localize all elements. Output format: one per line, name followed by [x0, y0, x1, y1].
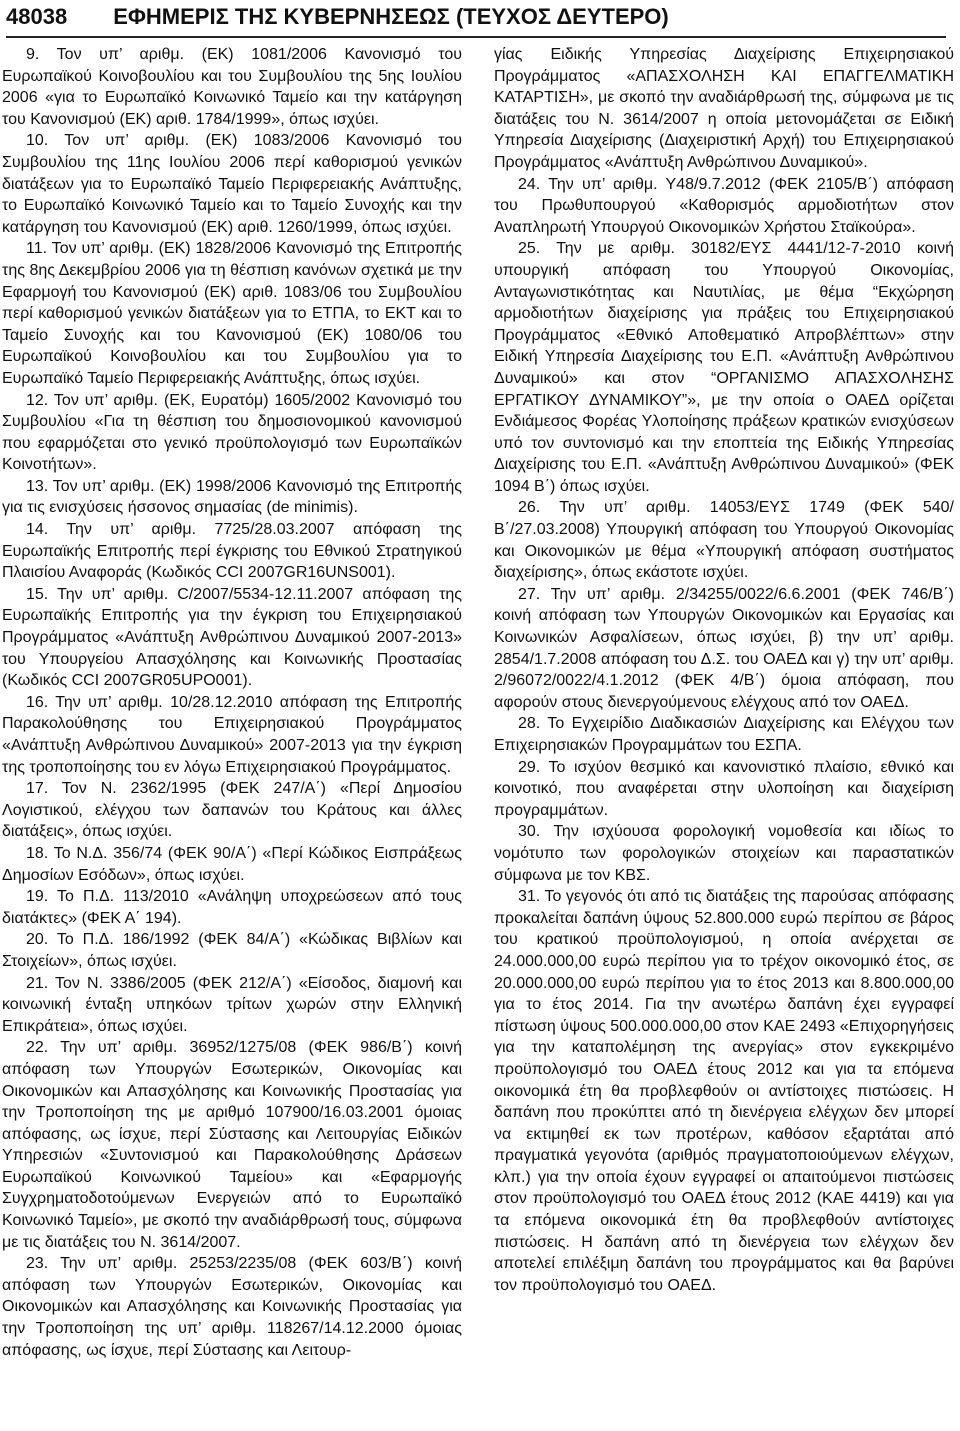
paragraph-20: 20. Το Π.Δ. 186/1992 (ΦΕΚ 84/Α΄) «Κώδικας Βιβλίων και Στοιχείων», όπως ισχύει. [2, 931, 462, 970]
paragraph-26: 26. Την υπ’ αριθμ. 14053/ΕΥΣ 1749 (ΦΕΚ 540/Β΄/27.03.2008) Υπουργική απόφαση του Υπουργού Οικονομίας και Οικονομικών με θέμα «Υπουργική απόφαση συστήματος διαχείρισης», όπως εκάστοτε ισχύει. [494, 499, 954, 582]
paragraph-19: 19. Το Π.Δ. 113/2010 «Ανάληψη υποχρεώσεων από τους διατάκτες» (ΦΕΚ Α΄ 194). [2, 888, 462, 927]
page-header [6, 2, 946, 32]
paragraph-12: 12. Τον υπ’ αριθμ. (ΕΚ, Ευρατόμ) 1605/2002 Κανονισμό του Συμβουλίου «Για τη θέσπιση του δημοσιονομικού κανονισμού που εφαρμόζεται στο γενικό προϋπολογισμό των Ευρωπαϊκών Κοινοτήτων». [2, 391, 462, 474]
paragraph-29: 29. Το ισχύον θεσμικό και κανονιστικό πλαίσιο, εθνικό και κοινοτικό, που αναφέρεται στην υλοποίηση και διαχείριση προγραμμάτων. [494, 758, 954, 819]
page-number: 48038 [6, 4, 68, 29]
paragraph-31: 31. Το γεγονός ότι από τις διατάξεις της παρούσας απόφασης προκαλείται δαπάνη ύψους 52.800.000 ευρώ περίπου σε βάρος του κρατικού προϋπολογισμού, η οποία ανέρχεται σε 24.000.000,00 ευρώ περίπου για το τρέχον οικονομικό έτος, σε 20.000.000,00 ευρώ περίπου για το έτος 2013 και 8.800.000,00 για το έτος 2014. Για την ανωτέρω δαπάνη έχει εγγραφεί πίστωση ύψους 500.000.000,00 στον ΚΑΕ 2493 «Επιχορηγήσεις για την καταπολέμηση της ανεργίας» στον εγκεκριμένο προϋπολογισμό του ΟΑΕΔ έτους 2012 και για τα επόμενα οικονομικά έτη θα προβλεφθούν οι αντίστοιχες πιστώσεις. Η δαπάνη που προκύπτει από τη διενέργεια ελέγχων δεν μπορεί να εκτιμηθεί εκ των προτέρων, καθόσον εξαρτάται από πραγματικά γεγονότα (αριθμός πραγματοποιούμενων ελέγχων, κλπ.) για την οποία έχουν εγγραφεί οι απαιτούμενοι πιστώσεις στον προϋπολογισμό του ΟΑΕΔ έτους 2012 (ΚΑΕ 4419) και για τα επόμενα οικονομικά έτη θα προβλεφθούν αντίστοιχες πιστώσεις. Η δαπάνη από τη διενέργεια των ελέγχων δεν αποτελεί επιλέξιμη δαπάνη του προγράμματος και θα βαρύνει τον προϋπολογισμό του ΟΑΕΔ. [494, 888, 954, 1294]
paragraph-22: 22. Την υπ’ αριθμ. 36952/1275/08 (ΦΕΚ 986/Β΄) κοινή απόφαση των Υπουργών Εσωτερικών, Οικονομίας και Οικονομικών και Απασχόλησης και Κοινωνικής Προστασίας για την Τροποποίηση της με αριθμό 107900/16.03.2001 όμοιας απόφασης, ως ίσχυε, περί Σύστασης και Λειτουργίας Ειδικών Υπηρεσιών «Συντονισμού και Παρακολούθησης Δράσεων Ευρωπαϊκού Κοινωνικού Ταμείου» και «Εφαρμογής Συγχρηματοδοτούμενων Ενεργειών από το Ευρωπαϊκό Κοινωνικό Ταμείο», με σκοπό την αναδιάρθρωσή τους, σύμφωνα με τις διατάξεις του Ν. 3614/2007. [2, 1039, 462, 1251]
left-column [2, 44, 462, 1361]
header-divider [6, 36, 946, 38]
paragraph-25: 25. Την με αριθμ. 30182/ΕΥΣ 4441/12-7-2010 κοινή υπουργική απόφαση του Υπουργού Οικονομίας, Ανταγωνιστικότητας και Ναυτιλίας, με θέμα “Εκχώρηση αρμοδιοτήτων διαχείρισης για πράξεις του Επιχειρησιακού Προγράμματος «Εθνικό Αποθεματικό Απροβλέπτων» στην Ειδική Υπηρεσία Διαχείρισης του Ε.Π. «Ανάπτυξη Ανθρώπινου Δυναμικού» και στον “ΟΡΓΑΝΙΣΜΟ ΑΠΑΣΧΟΛΗΣΗΣ ΕΡΓΑΤΙΚΟΥ ΔΥΝΑΜΙΚΟΥ”», με την οποία ο ΟΑΕΔ ορίζεται Ενδιάμεσος Φορέας Υλοποίησης πράξεων κρατικών ενισχύσεων υπό τον συντονισμό και την εποπτεία της Ειδικής Υπηρεσίας Διαχείρισης του Ε.Π. «Ανάπτυξη Ανθρώπινου Δυναμικού» (ΦΕΚ 1094 Β΄) όπως ισχύει. [494, 240, 954, 495]
right-column [494, 44, 954, 1296]
paragraph-30: 30. Την ισχύουσα φορολογική νομοθεσία και ιδίως το νομότυπο των φορολογικών στοιχείων και παραστατικών σύμφωνα με τον ΚΒΣ. [494, 823, 954, 884]
paragraph-13: 13. Τον υπ’ αριθμ. (ΕΚ) 1998/2006 Κανονισμό της Επιτροπής για τις ενισχύσεις ήσσονος σημασίας (de minimis). [2, 477, 462, 517]
paragraph-16: 16. Την υπ’ αριθμ. 10/28.12.2010 απόφαση της Επιτροπής Παρακολούθησης του Επιχειρησιακού Προγράμματος «Ανάπτυξη Ανθρώπινου Δυναμικού» 2007-2013 για την έγκριση της τροποποίησης του εν λόγω Επιχειρησιακού Προγράμματος. [2, 693, 462, 776]
paragraph-11: 11. Τον υπ’ αριθμ. (ΕΚ) 1828/2006 Κανονισμό της Επιτροπής της 8ης Δεκεμβρίου 2006 για τη θέσπιση κανόνων σχετικά με την Εφαρμογή του Κανονισμού (ΕΚ) αριθ. 1083/06 του Συμβουλίου περί καθορισμού γενικών διατάξεων για το ΕΤΠΑ, το ΕΚΤ και το Ταμείο Συνοχής και του Κανονισμού (ΕΚ) 1080/06 του Ευρωπαϊκού Κοινοβουλίου και του Συμβουλίου για το Ευρωπαϊκό Ταμείο Περιφερειακής Ανάπτυξης, όπως ισχύει. [2, 240, 462, 387]
paragraph-23: 23. Την υπ’ αριθμ. 25253/2235/08 (ΦΕΚ 603/Β΄) κοινή απόφαση των Υπουργών Εσωτερικών, Οικονομίας και Οικονομικών και Απασχόλησης και Κοινωνικής Προστασίας για την Τροποποίηση της υπ’ αριθμ. 118267/14.12.2000 όμοιας απόφασης, ως ίσχυε, περί Σύστασης και Λειτουρ- [2, 1255, 462, 1359]
paragraph-27: 27. Την υπ’ αριθμ. 2/34255/0022/6.6.2001 (ΦΕΚ 746/Β΄) κοινή απόφαση των Υπουργών Οικονομικών και Εργασίας και Κοινωνικών Ασφαλίσεων, όπως ισχύει, β) την υπ’ αριθμ. 2854/1.7.2008 απόφαση του Δ.Σ. του ΟΑΕΔ και γ) την υπ’ αριθμ. 2/96072/0022/4.1.2012 (ΦΕΚ 4/Β΄) όμοια απόφαση, που αφορούν στους διενεργούμενους ελέγχους από τον ΟΑΕΔ. [494, 585, 954, 711]
paragraph-14: 14. Την υπ’ αριθμ. 7725/28.03.2007 απόφαση της Ευρωπαϊκής Επιτροπής περί έγκρισης του Εθνικού Στρατηγικού Πλαισίου Αναφοράς (Κωδικός CCI 2007GR16UNS001). [2, 521, 462, 582]
gazette-title: ΕΦΗΜΕΡΙΣ ΤΗΣ ΚΥΒΕΡΝΗΣΕΩΣ (ΤΕΥΧΟΣ ΔΕΥΤΕΡΟ) [113, 4, 669, 29]
paragraph-9: 9. Τον υπ’ αριθμ. (ΕΚ) 1081/2006 Κανονισμό του Ευρωπαϊκού Κοινοβουλίου και του Συμβουλίου της 5ης Ιουλίου 2006 «για το Ευρωπαϊκό Κοινωνικό Ταμείο και την κατάργηση του Κανονισμού (ΕΚ) αριθ. 1784/1999», όπως ισχύει. [2, 46, 462, 128]
paragraph-17: 17. Τον Ν. 2362/1995 (ΦΕΚ 247/Α΄) «Περί Δημοσίου Λογιστικού, ελέγχου των δαπανών του Κράτους και άλλες διατάξεις», όπως ισχύει. [2, 780, 462, 841]
paragraph-18: 18. Το Ν.Δ. 356/74 (ΦΕΚ 90/Α΄) «Περί Κώδικος Εισπράξεως Δημοσίων Εσόδων», όπως ισχύει. [2, 844, 462, 884]
paragraph-15: 15. Την υπ’ αριθμ. C/2007/5534-12.11.2007 απόφαση της Ευρωπαϊκής Επιτροπής για την έγκριση του Επιχειρησιακού Προγράμματος «Ανάπτυξη Ανθρώπινου Δυναμικού 2007-2013» του Υπουργείου Απασχόλησης και Κοινωνικής Προστασίας (Κωδικός CCI 2007GR05UPO001). [2, 585, 462, 690]
paragraph-24: 24. Την υπ’ αριθμ. Υ48/9.7.2012 (ΦΕΚ 2105/Β΄) απόφαση του Πρωθυπουργού «Καθορισμός αρμοδιοτήτων στον Αναπληρωτή Υπουργού Οικονομικών Χρήστου Σταϊκούρα». [494, 175, 954, 236]
paragraph-23-continued: γίας Ειδικής Υπηρεσίας Διαχείρισης Επιχειρησιακού Προγράμματος «ΑΠΑΣΧΟΛΗΣΗ ΚΑΙ ΕΠΑΓΓΕΛΜΑΤΙΚΗ ΚΑΤΑΡΤΙΣΗ», με σκοπό την αναδιάρθρωσή της, σύμφωνα με τις διατάξεις του Ν. 3614/2007 η οποία μετονομάζεται σε Ειδική Υπηρεσία Διαχείρισης (Διαχειριστική Αρχή) του Επιχειρησιακού Προγράμματος «Ανάπτυξη Ανθρώπινου Δυναμικού». [494, 46, 954, 171]
paragraph-21: 21. Τον Ν. 3386/2005 (ΦΕΚ 212/Α΄) «Είσοδος, διαμονή και κοινωνική ένταξη υπηκόων τρίτων χωρών στην Ελληνική Επικράτεια», όπως ισχύει. [2, 974, 462, 1035]
paragraph-28: 28. Το Εγχειρίδιο Διαδικασιών Διαχείρισης και Ελέγχου των Επιχειρησιακών Προγραμμάτων του ΕΣΠΑ. [494, 715, 954, 754]
paragraph-10: 10. Τον υπ’ αριθμ. (ΕΚ) 1083/2006 Κανονισμό του Συμβουλίου της 11ης Ιουλίου 2006 περί καθορισμού γενικών διατάξεων για το Ευρωπαϊκό Ταμείο Περιφερειακής Ανάπτυξης, το Ευρωπαϊκό Κοινωνικό Ταμείο και το Ταμείο Συνοχής και την κατάργηση του Κανονισμού (ΕΚ) αριθ. 1260/1999, όπως ισχύει. [2, 132, 462, 236]
